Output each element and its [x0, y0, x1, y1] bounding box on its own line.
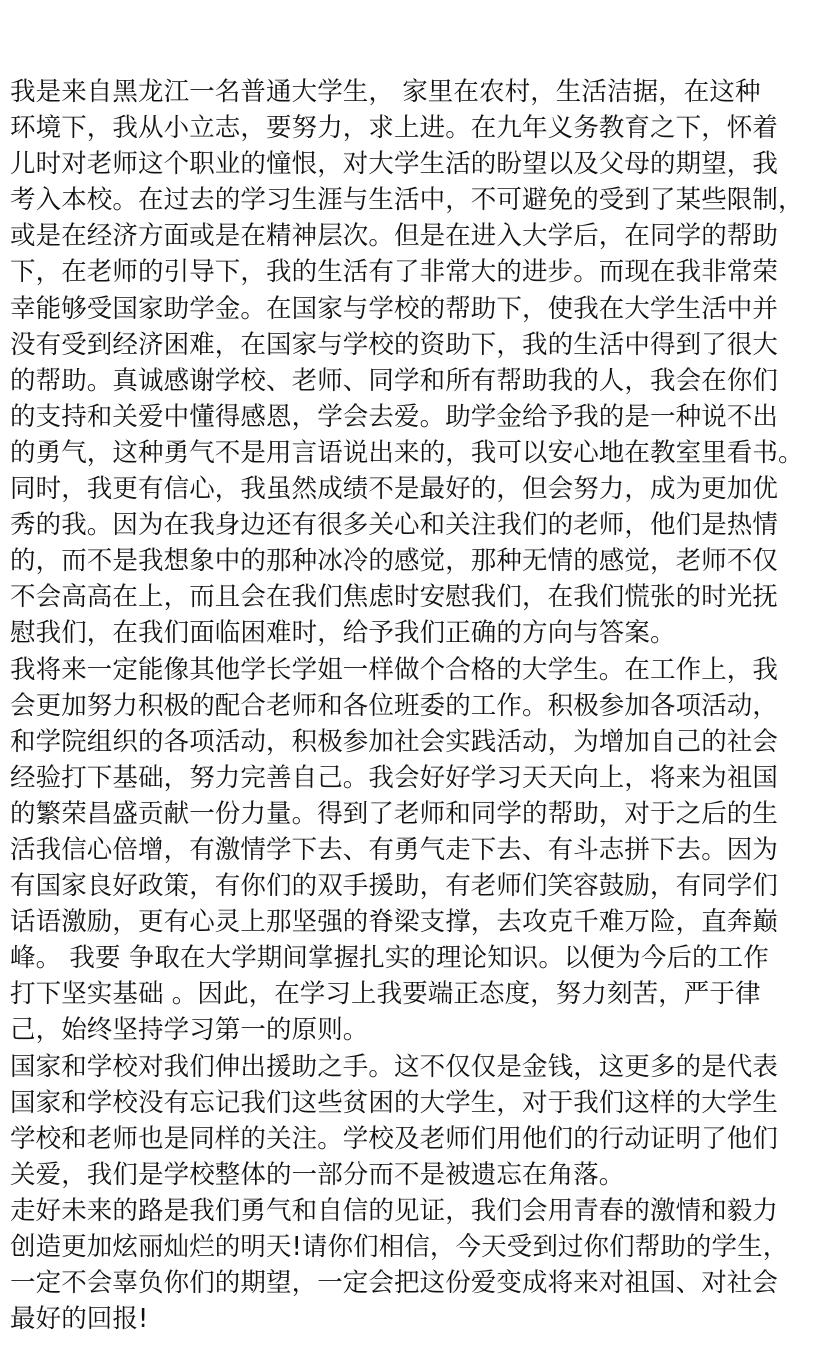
text-line: 同时，我更有信心，我虽然成绩不是最好的，但会努力，成为更加优 [10, 474, 779, 505]
text-line: 没有受到经济困难，在国家与学校的资助下，我的生活中得到了很大 [10, 329, 779, 360]
text-line: 我是来自黑龙江一名普通大学生， 家里在农村，生活洁据，在这种 [10, 77, 761, 107]
text-line: 峰。 我要 争取在大学期间掌握扎实的理论知识。以便为今后的工作 [10, 943, 769, 974]
text-line: 己，始终坚持学习第一的原则。 [10, 1015, 369, 1046]
paragraph [10, 1193, 822, 1337]
text-line: 的繁荣昌盛贡献一份力量。得到了老师和同学的帮助，对于之后的生 [10, 798, 779, 829]
text-line: 我将来一定能像其他学长学姐一样做个合格的大学生。在工作上，我 [10, 654, 779, 685]
text-line: 环境下，我从小立志，要努力，求上进。在九年义务教育之下，怀着 [10, 113, 779, 144]
text-line: 儿时对老师这个职业的憧恨，对大学生活的盼望以及父母的期望，我 [10, 149, 779, 180]
text-line: 国家和学校对我们伸出援助之手。这不仅仅是金钱，这更多的是代表 [10, 1051, 779, 1082]
text-line: 幸能够受国家助学金。在国家与学校的帮助下，使我在大学生活中并 [10, 293, 779, 324]
text-line: 打下坚实基础 。因此，在学习上我要端正态度，努力刻苦，严于律 [10, 979, 761, 1010]
text-line: 活我信心倍增，有激情学下去、有勇气走下去、有斗志拼下去。因为 [10, 834, 779, 865]
paragraph [10, 652, 822, 1049]
text-line: 的帮助。真诚感谢学校、老师、同学和所有帮助我的人，我会在你们 [10, 365, 779, 396]
text-line: 或是在经济方面或是在精神层次。但是在进入大学后，在同学的帮助 [10, 221, 779, 252]
text-line: 和学院组织的各项活动，积极参加社会实践活动，为增加自己的社会 [10, 726, 779, 757]
text-line: 有国家良好政策，有你们的双手援助，有老师们笑容鼓励，有同学们 [10, 871, 779, 902]
text-line: 的支持和关爱中懂得感恩，学会去爱。助学金给予我的是一种说不出 [10, 401, 779, 432]
document-body [10, 74, 822, 1337]
text-line: 经验打下基础，努力完善自己。我会好好学习天天向上，将来为祖国 [10, 762, 779, 793]
text-line: 关爱，我们是学校整体的一部分而不是被遗忘在角落。 [10, 1159, 625, 1190]
text-line: 的，而不是我想象中的那种冰冷的感觉，那种无情的感觉，老师不仅 [10, 546, 779, 577]
text-line: 走好未来的路是我们勇气和自信的见证，我们会用青春的激情和毅力 [10, 1195, 779, 1226]
paragraph [10, 1049, 822, 1193]
text-line: 秀的我。因为在我身边还有很多关心和关注我们的老师，他们是热情 [10, 510, 779, 541]
text-line: 话语激励，更有心灵上那坚强的脊梁支撑，去攻克千难万险，直奔巅 [10, 907, 779, 938]
text-line: 考入本校。在过去的学习生涯与生活中，不可避免的受到了某些限制， [10, 185, 804, 216]
text-line: 下，在老师的引导下，我的生活有了非常大的进步。而现在我非常荣 [10, 257, 779, 288]
text-line: 不会高高在上，而且会在我们焦虑时安慰我们，在我们慌张的时光抚 [10, 582, 779, 613]
text-line: 会更加努力积极的配合老师和各位班委的工作。积极参加各项活动， [10, 690, 779, 721]
text-line: 国家和学校没有忘记我们这些贫困的大学生，对于我们这样的大学生 [10, 1087, 779, 1118]
text-line: 学校和老师也是同样的关注。学校及老师们用他们的行动证明了他们 [10, 1123, 779, 1154]
text-line: 的勇气，这种勇气不是用言语说出来的，我可以安心地在教室里看书。 [10, 437, 804, 468]
text-line: 创造更加炫丽灿烂的明天!请你们相信，今天受到过你们帮助的学生， [10, 1232, 789, 1262]
text-line: 最好的回报! [10, 1304, 149, 1335]
text-line: 慰我们，在我们面临困难时，给予我们正确的方向与答案。 [10, 618, 676, 649]
paragraph [10, 74, 822, 652]
text-line: 一定不会辜负你们的期望，一定会把这份爱变成将来对祖国、对社会 [10, 1268, 779, 1299]
